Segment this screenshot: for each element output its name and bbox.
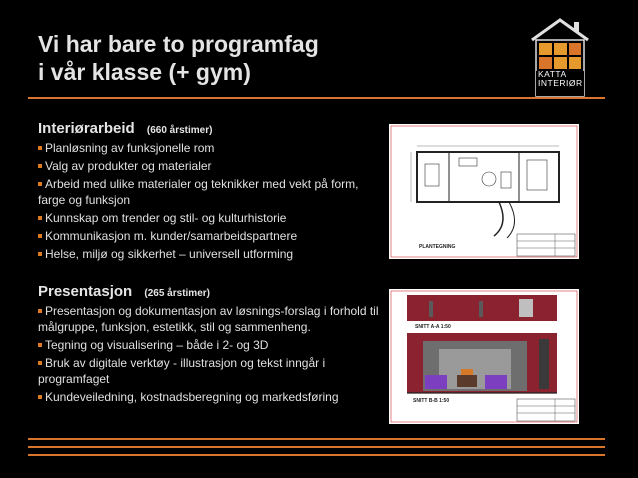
list-item: Tegning og visualisering – både i 2- og 3D <box>38 337 383 353</box>
floor-plan-drawing <box>389 124 579 259</box>
logo-text <box>538 70 583 88</box>
bottom-divider-1 <box>28 438 605 440</box>
list-item: Arbeid med ulike materialer og teknikker med vekt på form, farge og funksjon <box>38 176 383 208</box>
section-b-label: SNITT B-B 1:50 <box>413 398 450 404</box>
logo-text-line-2: INTERIØR <box>538 78 583 88</box>
bottom-divider-3 <box>28 454 605 456</box>
title-line-2: i vår klasse (+ gym) <box>38 59 251 85</box>
section-heading <box>38 283 383 300</box>
section-presentasjon <box>38 283 383 407</box>
list-item: Planløsning av funksjonelle rom <box>38 140 383 156</box>
list-item: Kommunikasjon m. kunder/samarbeidspartnere <box>38 228 383 244</box>
section-a-label: SNITT A-A 1:50 <box>415 324 451 330</box>
list-item: Presentasjon og dokumentasjon av løsnings-forslag i forhold til målgruppe, funksjon, estetikk, stil og sammenheng. <box>38 303 383 335</box>
section-heading-text: Presentasjon <box>38 283 133 300</box>
section-heading-text: Interiørarbeid <box>38 120 135 137</box>
bullet-list <box>38 140 383 262</box>
list-item: Kundeveiledning, kostnadsberegning og markedsføring <box>38 389 383 405</box>
list-item: Bruk av digitale verktøy - illustrasjon og tekst inngår i programfaget <box>38 355 383 387</box>
list-item: Valg av produkter og materialer <box>38 158 383 174</box>
section-interiorarbeid <box>38 120 383 264</box>
bullet-list <box>38 303 383 405</box>
bottom-divider-2 <box>28 446 605 448</box>
section-heading <box>38 120 383 137</box>
list-item: Kunnskap om trender og stil- og kulturhistorie <box>38 210 383 226</box>
title-line-1: Vi har bare to programfag <box>38 31 319 57</box>
logo-text-line-1: KATTA <box>538 69 567 79</box>
slide-title <box>38 30 319 86</box>
section-hours: (660 årstimer) <box>146 125 213 136</box>
katta-interior-logo <box>530 18 590 98</box>
section-drawing <box>389 289 579 424</box>
floor-plan-label: PLANTEGNING <box>419 244 456 250</box>
section-hours: (265 årstimer) <box>144 288 210 299</box>
list-item: Helse, miljø og sikkerhet – universell utforming <box>38 246 383 262</box>
top-divider <box>28 97 605 99</box>
floor-plan-illustration <box>389 124 579 259</box>
